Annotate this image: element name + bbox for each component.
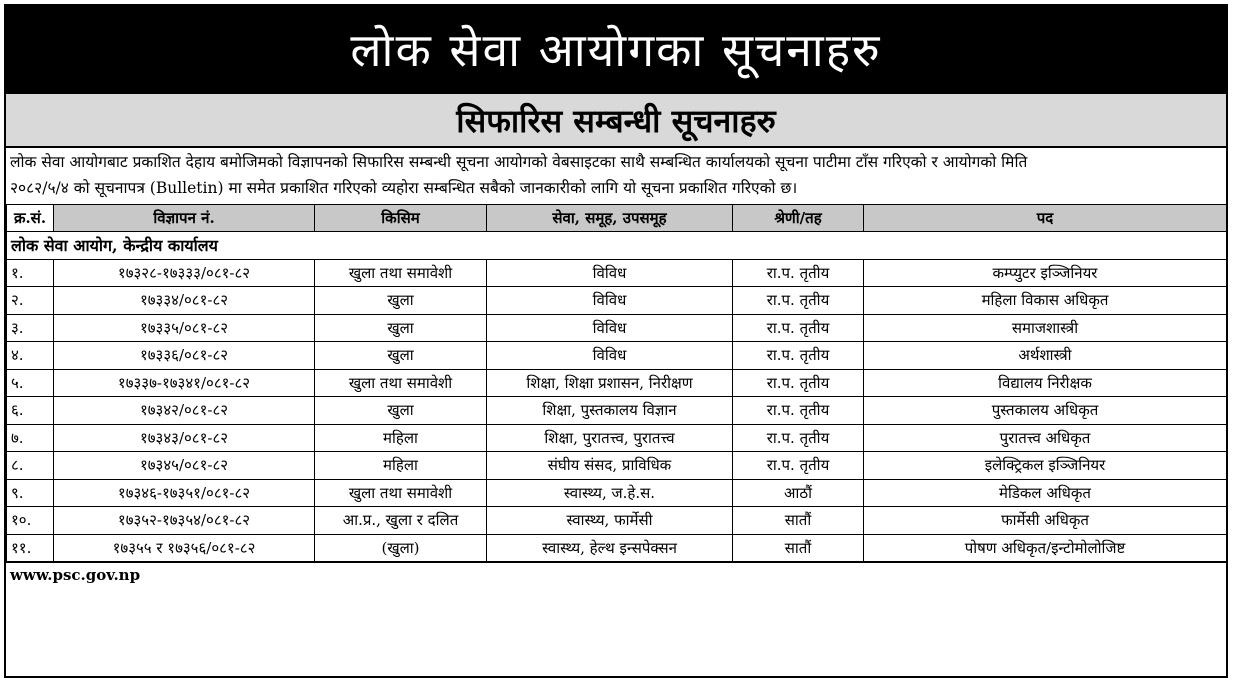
- cell-service: शिक्षा, पुस्तकालय विज्ञान: [487, 397, 733, 425]
- header-post: पद: [864, 205, 1227, 232]
- cell-sn: २.: [7, 287, 54, 315]
- table-row: [7, 259, 1227, 287]
- cell-post: महिला विकास अधिकृत: [864, 287, 1227, 315]
- intro-line-1: लोक सेवा आयोगबाट प्रकाशित देहाय बमोजिमको विज्ञापनको सिफारिस सम्बन्धी सूचना आयोगको वेबसाइटका साथै सम्बन्धित कार्यालयको सूचना पाटीमा टाँस गरिएको र आयोगको मिति: [10, 153, 1028, 171]
- header-level: श्रेणी/तह: [733, 205, 864, 232]
- cell-ad-no: १७३२८-१७३३३/०८१-८२: [54, 259, 315, 287]
- recommendation-table: [6, 204, 1227, 562]
- cell-level: रा.प. तृतीय: [733, 397, 864, 425]
- cell-type: आ.प्र., खुला र दलित: [315, 507, 487, 535]
- table-row: [7, 397, 1227, 425]
- cell-post: मेडिकल अधिकृत: [864, 479, 1227, 507]
- cell-level: सातौं: [733, 507, 864, 535]
- cell-type: खुला: [315, 397, 487, 425]
- cell-post: पोषण अधिकृत/इन्टोमोलोजिष्ट: [864, 534, 1227, 562]
- cell-sn: ११.: [7, 534, 54, 562]
- cell-sn: १.: [7, 259, 54, 287]
- cell-post: कम्प्युटर इञ्जिनियर: [864, 259, 1227, 287]
- cell-service: शिक्षा, शिक्षा प्रशासन, निरीक्षण: [487, 369, 733, 397]
- cell-type: खुला तथा समावेशी: [315, 479, 487, 507]
- table-header-row: [7, 205, 1227, 232]
- cell-ad-no: १७३५२-१७३५४/०८१-८२: [54, 507, 315, 535]
- sub-title: सिफारिस सम्बन्धी सूचनाहरु: [6, 92, 1226, 148]
- cell-post: विद्यालय निरीक्षक: [864, 369, 1227, 397]
- table-row: [7, 287, 1227, 315]
- cell-level: रा.प. तृतीय: [733, 259, 864, 287]
- table-row: [7, 314, 1227, 342]
- cell-type: खुला तथा समावेशी: [315, 259, 487, 287]
- cell-sn: ९.: [7, 479, 54, 507]
- cell-level: रा.प. तृतीय: [733, 424, 864, 452]
- cell-ad-no: १७३३६/०८१-८२: [54, 342, 315, 370]
- cell-level: रा.प. तृतीय: [733, 342, 864, 370]
- section-title: लोक सेवा आयोग, केन्द्रीय कार्यालय: [7, 232, 1227, 260]
- cell-sn: ८.: [7, 452, 54, 480]
- cell-level: रा.प. तृतीय: [733, 369, 864, 397]
- section-row: [7, 232, 1227, 260]
- cell-service: विविध: [487, 259, 733, 287]
- cell-sn: ७.: [7, 424, 54, 452]
- notice-frame: [4, 4, 1228, 678]
- table-row: [7, 342, 1227, 370]
- cell-ad-no: १७३४५/०८१-८२: [54, 452, 315, 480]
- cell-post: पुरातत्त्व अधिकृत: [864, 424, 1227, 452]
- cell-post: अर्थशास्त्री: [864, 342, 1227, 370]
- cell-type: खुला: [315, 287, 487, 315]
- cell-type: महिला: [315, 452, 487, 480]
- cell-service: स्वास्थ्य, फार्मेसी: [487, 507, 733, 535]
- cell-ad-no: १७३३७-१७३४१/०८१-८२: [54, 369, 315, 397]
- cell-type: (खुला): [315, 534, 487, 562]
- table-row: [7, 479, 1227, 507]
- cell-level: सातौं: [733, 534, 864, 562]
- cell-service: विविध: [487, 314, 733, 342]
- main-title: लोक सेवा आयोगका सूचनाहरु: [6, 6, 1226, 92]
- table-row: [7, 424, 1227, 452]
- header-service: सेवा, समूह, उपसमूह: [487, 205, 733, 232]
- intro-line-2: २०८२/५/४ को सूचनापत्र (Bulletin) मा समेत प्रकाशित गरिएको व्यहोरा सम्बन्धित सबैको जानकारीको लागि यो सूचना प्रकाशित गरिएको छ।: [10, 179, 798, 197]
- cell-post: इलेक्ट्रिकल इञ्जिनियर: [864, 452, 1227, 480]
- cell-ad-no: १७३४२/०८१-८२: [54, 397, 315, 425]
- cell-ad-no: १७३३४/०८१-८२: [54, 287, 315, 315]
- cell-level: रा.प. तृतीय: [733, 314, 864, 342]
- cell-service: स्वास्थ्य, हेल्थ इन्सपेक्सन: [487, 534, 733, 562]
- table-row: [7, 452, 1227, 480]
- header-ad-no: विज्ञापन नं.: [54, 205, 315, 232]
- cell-type: खुला: [315, 342, 487, 370]
- cell-level: आठौं: [733, 479, 864, 507]
- table-row: [7, 534, 1227, 562]
- cell-ad-no: १७३५५ र १७३५६/०८१-८२: [54, 534, 315, 562]
- cell-post: फार्मेसी अधिकृत: [864, 507, 1227, 535]
- cell-type: खुला: [315, 314, 487, 342]
- cell-service: शिक्षा, पुरातत्त्व, पुरातत्त्व: [487, 424, 733, 452]
- table-row: [7, 369, 1227, 397]
- intro-paragraph: [6, 148, 1226, 204]
- table-row: [7, 507, 1227, 535]
- cell-type: खुला तथा समावेशी: [315, 369, 487, 397]
- cell-service: विविध: [487, 342, 733, 370]
- cell-service: संघीय संसद, प्राविधिक: [487, 452, 733, 480]
- header-sn: क्र.सं.: [7, 205, 54, 232]
- cell-level: रा.प. तृतीय: [733, 452, 864, 480]
- cell-service: विविध: [487, 287, 733, 315]
- cell-level: रा.प. तृतीय: [733, 287, 864, 315]
- cell-service: स्वास्थ्य, ज.हे.स.: [487, 479, 733, 507]
- cell-ad-no: १७३३५/०८१-८२: [54, 314, 315, 342]
- header-type: किसिम: [315, 205, 487, 232]
- cell-post: समाजशास्त्री: [864, 314, 1227, 342]
- cell-sn: ६.: [7, 397, 54, 425]
- cell-sn: ५.: [7, 369, 54, 397]
- cell-ad-no: १७३४३/०८१-८२: [54, 424, 315, 452]
- cell-sn: ३.: [7, 314, 54, 342]
- cell-sn: १०.: [7, 507, 54, 535]
- cell-sn: ४.: [7, 342, 54, 370]
- cell-type: महिला: [315, 424, 487, 452]
- cell-ad-no: १७३४६-१७३५१/०८१-८२: [54, 479, 315, 507]
- cell-post: पुस्तकालय अधिकृत: [864, 397, 1227, 425]
- footer-url: www.psc.gov.np: [6, 562, 1226, 587]
